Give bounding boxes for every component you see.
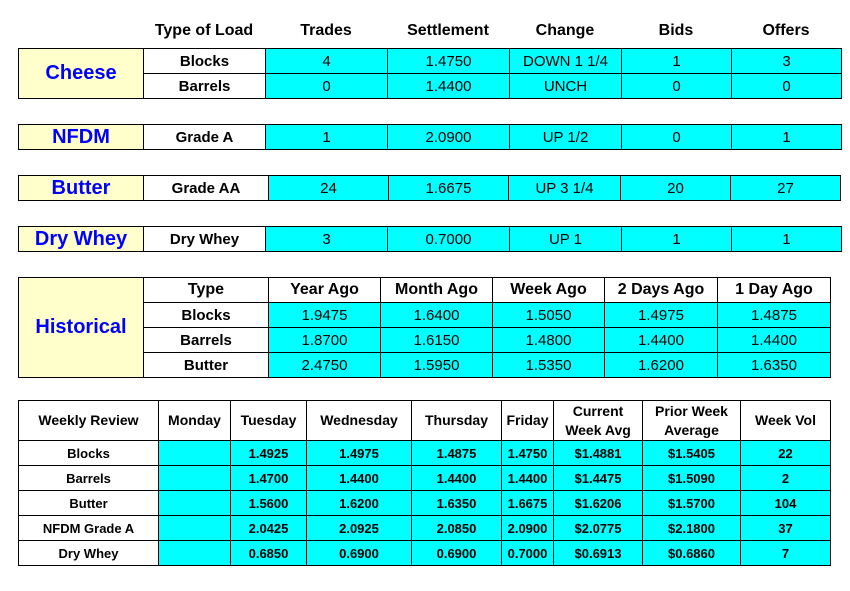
nfdm-settlement: 2.0900 bbox=[388, 125, 510, 150]
weekly-cell: 2.0850 bbox=[412, 516, 502, 541]
weekly-header-wednesday: Wednesday bbox=[307, 401, 412, 441]
weekly-row bbox=[19, 516, 831, 541]
weekly-cell bbox=[159, 466, 231, 491]
historical-header-type: Type bbox=[144, 278, 269, 303]
dry-whey-change: UP 1 bbox=[510, 227, 622, 252]
cheese-barrels-trades: 0 bbox=[266, 74, 388, 99]
historical-cell: 1.5950 bbox=[381, 353, 493, 378]
historical-cell: 1.4400 bbox=[718, 328, 831, 353]
cheese-barrels-settlement: 1.4400 bbox=[388, 74, 510, 99]
weekly-review-table bbox=[18, 400, 831, 566]
historical-cell: 1.6200 bbox=[605, 353, 718, 378]
historical-table bbox=[18, 277, 831, 378]
historical-cell: 1.8700 bbox=[269, 328, 381, 353]
historical-cell: 1.4975 bbox=[605, 303, 718, 328]
historical-cell: 1.4400 bbox=[605, 328, 718, 353]
market-header-row bbox=[18, 18, 841, 44]
weekly-row-label: Butter bbox=[19, 491, 159, 516]
butter-bids: 20 bbox=[621, 176, 731, 201]
weekly-header-thursday: Thursday bbox=[412, 401, 502, 441]
weekly-cell: 0.6900 bbox=[412, 541, 502, 566]
butter-offers: 27 bbox=[731, 176, 841, 201]
weekly-header-prior-week-average: Prior Week Average bbox=[643, 401, 741, 441]
cheese-barrels-bids: 0 bbox=[622, 74, 732, 99]
nfdm-bids: 0 bbox=[622, 125, 732, 150]
header-spacer bbox=[18, 18, 143, 44]
weekly-row bbox=[19, 541, 831, 566]
historical-cell: 1.4875 bbox=[718, 303, 831, 328]
cheese-barrels-type: Barrels bbox=[144, 74, 266, 99]
historical-header-week-ago: Week Ago bbox=[493, 278, 605, 303]
weekly-header-monday: Monday bbox=[159, 401, 231, 441]
weekly-cell: 1.4400 bbox=[502, 466, 554, 491]
butter-settlement: 1.6675 bbox=[389, 176, 509, 201]
weekly-cell: 0.7000 bbox=[502, 541, 554, 566]
cheese-barrels-change: UNCH bbox=[510, 74, 622, 99]
historical-label: Historical bbox=[19, 278, 144, 378]
nfdm-label: NFDM bbox=[19, 125, 144, 150]
cheese-label: Cheese bbox=[19, 49, 144, 99]
cheese-blocks-change: DOWN 1 1/4 bbox=[510, 49, 622, 74]
cheese-blocks-trades: 4 bbox=[266, 49, 388, 74]
weekly-row bbox=[19, 466, 831, 491]
weekly-header-weekly-review: Weekly Review bbox=[19, 401, 159, 441]
weekly-cell: 1.4750 bbox=[502, 441, 554, 466]
header-settlement: Settlement bbox=[387, 18, 509, 44]
cheese-blocks-settlement: 1.4750 bbox=[388, 49, 510, 74]
butter-change: UP 3 1/4 bbox=[509, 176, 621, 201]
butter-table bbox=[18, 175, 841, 201]
weekly-cell: $1.4881 bbox=[554, 441, 643, 466]
weekly-cell: 2.0900 bbox=[502, 516, 554, 541]
nfdm-table bbox=[18, 124, 842, 150]
cheese-table bbox=[18, 48, 842, 99]
dry-whey-label: Dry Whey bbox=[19, 227, 144, 252]
weekly-cell bbox=[159, 516, 231, 541]
historical-cell: 1.6400 bbox=[381, 303, 493, 328]
nfdm-trades: 1 bbox=[266, 125, 388, 150]
weekly-row-label: Dry Whey bbox=[19, 541, 159, 566]
weekly-cell: 37 bbox=[741, 516, 831, 541]
weekly-header-friday: Friday bbox=[502, 401, 554, 441]
weekly-cell: 0.6850 bbox=[231, 541, 307, 566]
weekly-cell: $0.6860 bbox=[643, 541, 741, 566]
historical-type: Butter bbox=[144, 353, 269, 378]
butter-label: Butter bbox=[19, 176, 144, 201]
historical-cell: 1.6150 bbox=[381, 328, 493, 353]
weekly-cell: 1.4875 bbox=[412, 441, 502, 466]
header-trades: Trades bbox=[265, 18, 387, 44]
dry-whey-bids: 1 bbox=[622, 227, 732, 252]
dry-whey-settlement: 0.7000 bbox=[388, 227, 510, 252]
dry-whey-trades: 3 bbox=[266, 227, 388, 252]
butter-trades: 24 bbox=[269, 176, 389, 201]
weekly-cell: 2.0425 bbox=[231, 516, 307, 541]
butter-type: Grade AA bbox=[144, 176, 269, 201]
historical-cell: 2.4750 bbox=[269, 353, 381, 378]
historical-header-2-days-ago: 2 Days Ago bbox=[605, 278, 718, 303]
header-change: Change bbox=[509, 18, 621, 44]
weekly-row-label: NFDM Grade A bbox=[19, 516, 159, 541]
cheese-barrels-offers: 0 bbox=[732, 74, 842, 99]
weekly-cell: 1.4700 bbox=[231, 466, 307, 491]
weekly-cell: 1.4975 bbox=[307, 441, 412, 466]
weekly-cell: $1.5700 bbox=[643, 491, 741, 516]
weekly-cell: 1.6350 bbox=[412, 491, 502, 516]
weekly-cell: 1.5600 bbox=[231, 491, 307, 516]
header-type-of-load: Type of Load bbox=[143, 18, 265, 44]
weekly-cell: 1.4400 bbox=[412, 466, 502, 491]
weekly-header-tuesday: Tuesday bbox=[231, 401, 307, 441]
header-bids: Bids bbox=[621, 18, 731, 44]
weekly-cell: 7 bbox=[741, 541, 831, 566]
weekly-row bbox=[19, 491, 831, 516]
historical-cell: 1.5050 bbox=[493, 303, 605, 328]
weekly-header-week-vol: Week Vol bbox=[741, 401, 831, 441]
nfdm-offers: 1 bbox=[732, 125, 842, 150]
weekly-cell: 1.4925 bbox=[231, 441, 307, 466]
weekly-row bbox=[19, 441, 831, 466]
weekly-cell bbox=[159, 491, 231, 516]
weekly-header-row bbox=[19, 401, 831, 441]
weekly-row-label: Blocks bbox=[19, 441, 159, 466]
weekly-cell: 2 bbox=[741, 466, 831, 491]
weekly-row-label: Barrels bbox=[19, 466, 159, 491]
weekly-cell: $2.1800 bbox=[643, 516, 741, 541]
historical-header-year-ago: Year Ago bbox=[269, 278, 381, 303]
dry-whey-type: Dry Whey bbox=[144, 227, 266, 252]
weekly-cell: 2.0925 bbox=[307, 516, 412, 541]
historical-type: Barrels bbox=[144, 328, 269, 353]
header-offers: Offers bbox=[731, 18, 841, 44]
weekly-cell: 104 bbox=[741, 491, 831, 516]
weekly-cell: $0.6913 bbox=[554, 541, 643, 566]
dry-whey-offers: 1 bbox=[732, 227, 842, 252]
weekly-cell bbox=[159, 441, 231, 466]
nfdm-type: Grade A bbox=[144, 125, 266, 150]
weekly-cell bbox=[159, 541, 231, 566]
weekly-cell: 1.6200 bbox=[307, 491, 412, 516]
dry-whey-table bbox=[18, 226, 842, 252]
historical-type: Blocks bbox=[144, 303, 269, 328]
weekly-cell: $2.0775 bbox=[554, 516, 643, 541]
historical-header-1-day-ago: 1 Day Ago bbox=[718, 278, 831, 303]
weekly-cell: 1.6675 bbox=[502, 491, 554, 516]
cheese-blocks-offers: 3 bbox=[732, 49, 842, 74]
weekly-cell: $1.6206 bbox=[554, 491, 643, 516]
historical-cell: 1.5350 bbox=[493, 353, 605, 378]
weekly-cell: $1.4475 bbox=[554, 466, 643, 491]
historical-cell: 1.6350 bbox=[718, 353, 831, 378]
weekly-cell: 0.6900 bbox=[307, 541, 412, 566]
historical-cell: 1.9475 bbox=[269, 303, 381, 328]
nfdm-change: UP 1/2 bbox=[510, 125, 622, 150]
cheese-blocks-type: Blocks bbox=[144, 49, 266, 74]
weekly-header-current-week-avg: Current Week Avg bbox=[554, 401, 643, 441]
weekly-cell: 22 bbox=[741, 441, 831, 466]
weekly-cell: $1.5090 bbox=[643, 466, 741, 491]
historical-cell: 1.4800 bbox=[493, 328, 605, 353]
historical-header-month-ago: Month Ago bbox=[381, 278, 493, 303]
weekly-cell: $1.5405 bbox=[643, 441, 741, 466]
cheese-blocks-bids: 1 bbox=[622, 49, 732, 74]
weekly-cell: 1.4400 bbox=[307, 466, 412, 491]
